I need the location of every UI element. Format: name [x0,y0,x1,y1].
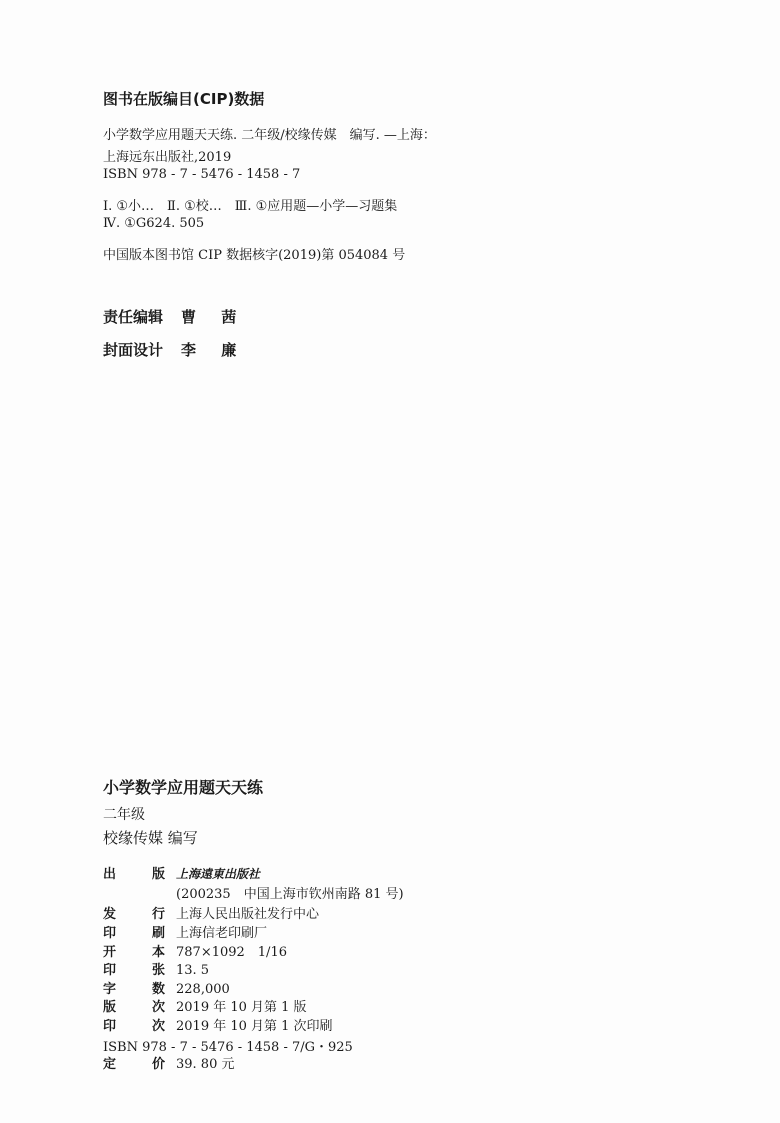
pub-info-label: 发 行 [103,907,165,922]
publisher-label: 出 版 [103,867,165,882]
pub-info-label: 印 张 [103,963,165,978]
publisher-row [103,866,261,883]
pub-info-label: 开 本 [103,945,165,960]
cip-line-3: ISBN 978 - 7 - 5476 - 1458 - 7 [103,167,301,182]
pub-info-row [103,999,307,1016]
pub-info-row [103,1018,333,1035]
credit-editor [103,306,246,327]
book-grade: 二年级 [103,807,145,823]
cip-line-6: 中国版本图书馆 CIP 数据核字(2019)第 054084 号 [103,248,406,263]
book-editor: 校缘传媒 编写 [103,829,198,847]
pub-info-row [103,962,210,979]
credit-editor-name: 曹 茜 [181,308,247,326]
pub-info-row [103,925,268,942]
credit-cover-design [103,339,246,360]
pub-info-label: 印 次 [103,1019,165,1034]
pub-info-value: 13. 5 [176,963,210,978]
pub-info-value: 228,000 [176,982,230,997]
pub-info-row [103,981,230,998]
price-value: 39. 80 元 [176,1057,235,1072]
cip-line-5: Ⅳ. ①G624. 505 [103,216,205,231]
credit-cover-role: 封面设计 [103,341,164,359]
price-row [103,1056,235,1073]
pub-info-value: 2019 年 10 月第 1 版 [176,1000,307,1015]
pub-info-value: 上海人民出版社发行中心 [176,907,320,922]
pub-info-label: 字 数 [103,982,165,997]
isbn-line: ISBN 978 - 7 - 5476 - 1458 - 7/G・925 [103,1040,353,1055]
pub-info-value: 787×1092 1/16 [176,945,287,960]
pub-info-row [103,944,287,961]
credit-editor-role: 责任编辑 [103,308,164,326]
pub-info-value: 2019 年 10 月第 1 次印刷 [176,1019,333,1034]
book-title: 小学数学应用题天天练 [103,778,264,797]
pub-info-label: 印 刷 [103,926,165,941]
pub-info-label: 版 次 [103,1000,165,1015]
publisher-name: 上海遠東出版社 [176,867,261,881]
publisher-address: (200235 中国上海市钦州南路 81 号) [176,887,404,902]
cip-line-2: 上海远东出版社,2019 [103,150,232,165]
pub-info-value: 上海信老印刷厂 [176,926,268,941]
price-label: 定 价 [103,1057,165,1072]
pub-info-row [103,906,320,923]
cip-line-1: 小学数学应用题天天练. 二年级/校缘传媒 编写. —上海： [103,128,436,143]
cip-line-4: Ⅰ. ①小… Ⅱ. ①校… Ⅲ. ①应用题—小学—习题集 [103,199,398,214]
credit-cover-name: 李 廉 [181,341,247,359]
cip-heading: 图书在版编目(CIP)数据 [103,90,265,108]
